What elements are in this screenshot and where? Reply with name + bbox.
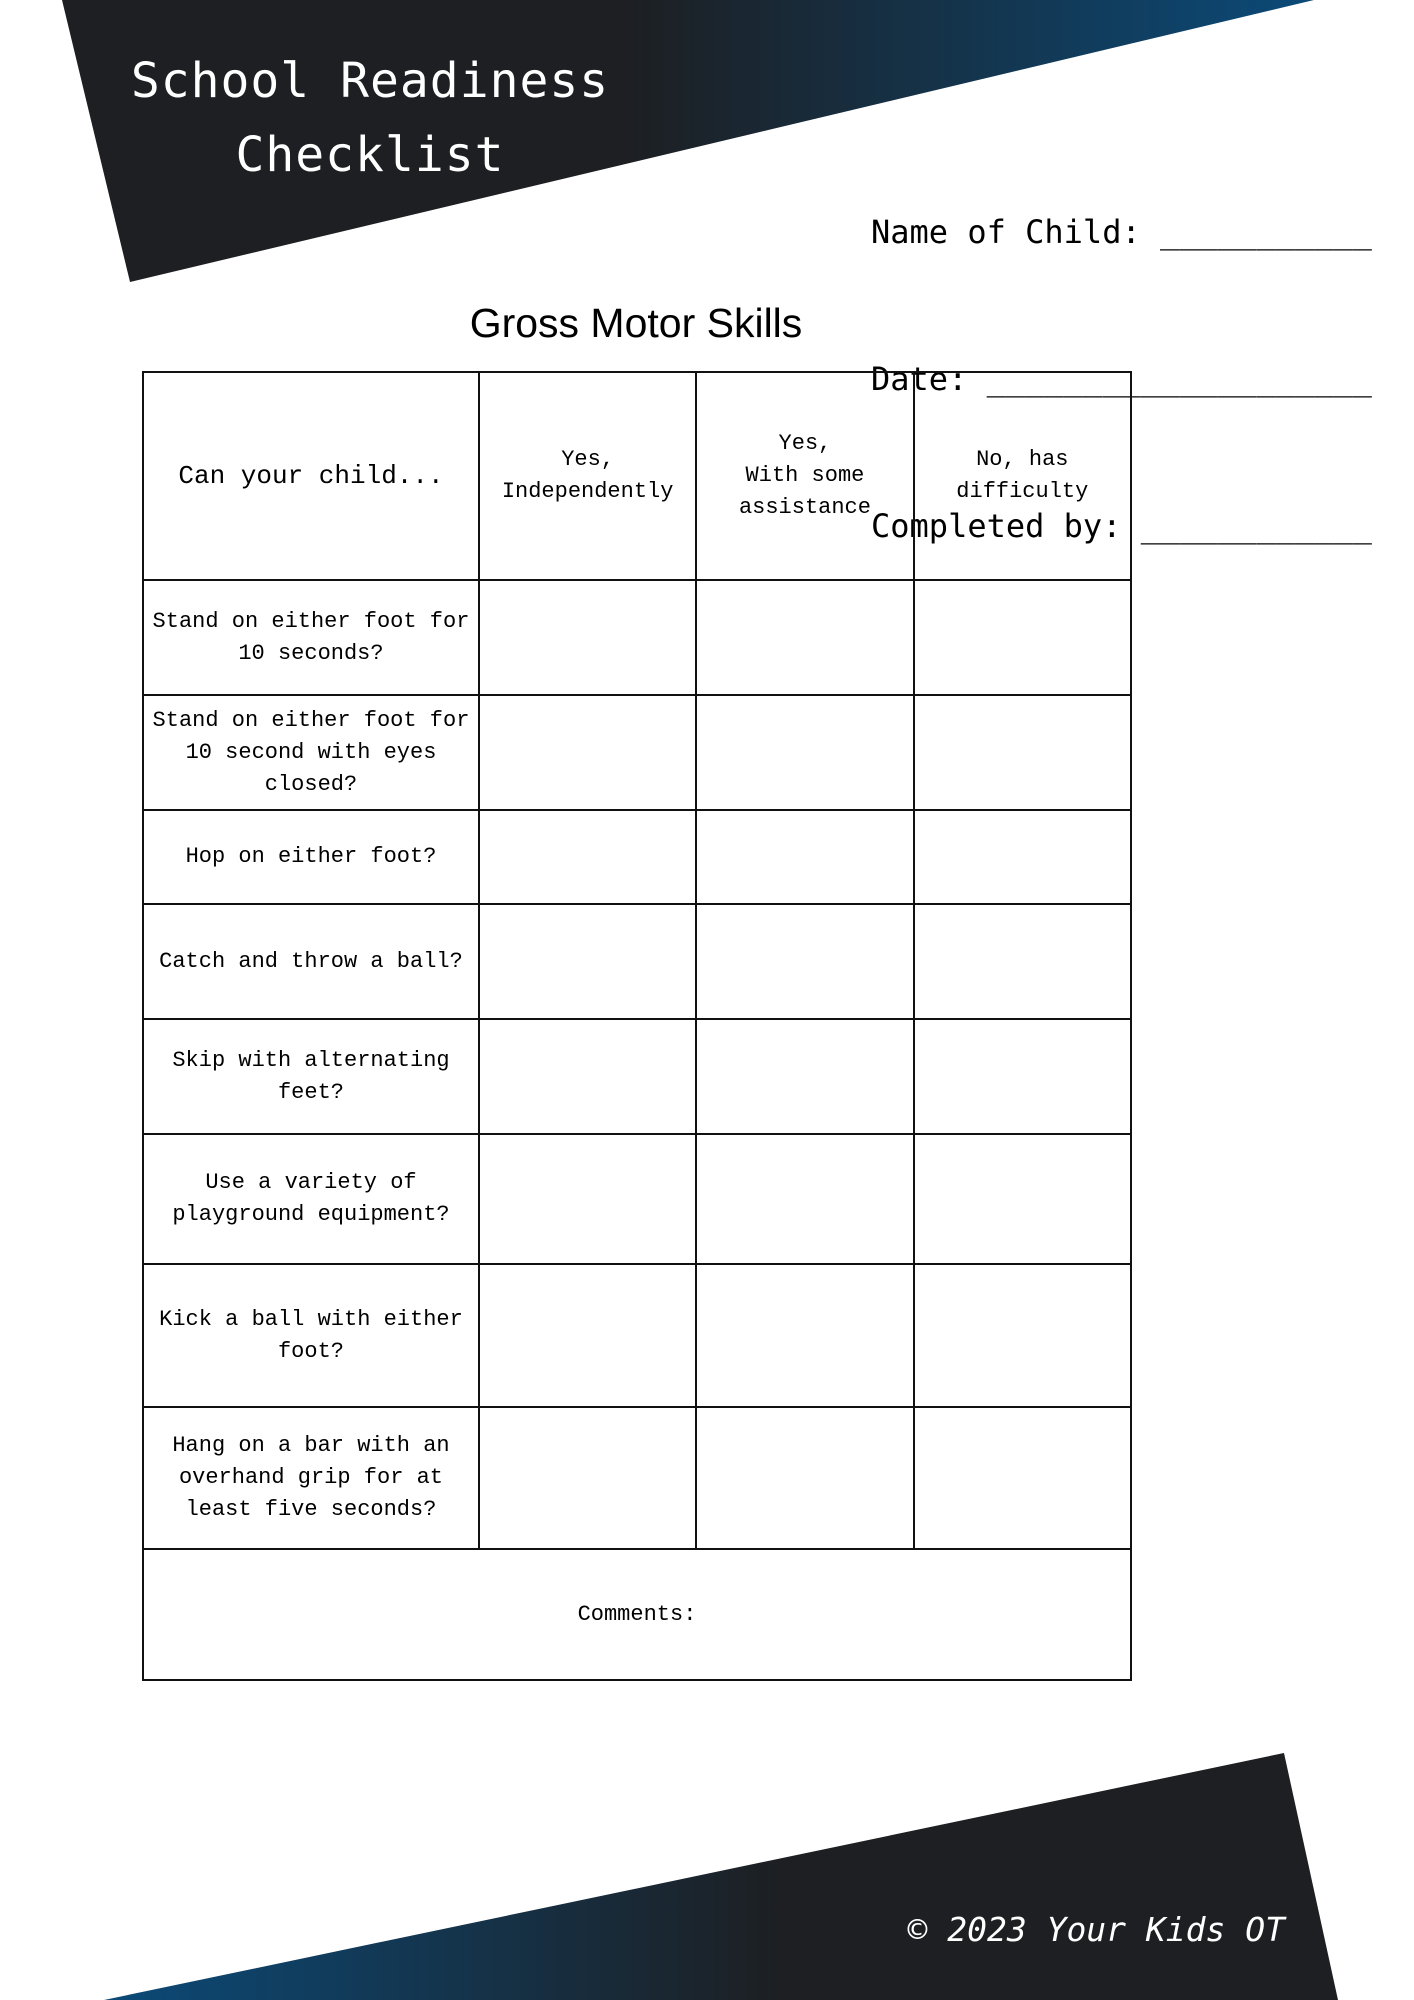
answer-cell-yes-independently[interactable] xyxy=(479,1407,696,1549)
answer-cell-yes-with-assistance[interactable] xyxy=(696,904,913,1019)
header-question: Can your child... xyxy=(143,372,479,580)
answer-cell-yes-independently[interactable] xyxy=(479,695,696,810)
answer-cell-no-has-difficulty[interactable] xyxy=(914,904,1131,1019)
checklist-table xyxy=(142,371,1132,1681)
question-cell: Kick a ball with either foot? xyxy=(143,1264,479,1407)
comments-row xyxy=(143,1549,1131,1680)
page-title-line-2: Checklist xyxy=(235,127,505,183)
table-row xyxy=(143,1019,1131,1134)
child-name-field[interactable]: Name of Child: ___________ xyxy=(871,213,1372,251)
copyright-footer: © 2023 Your Kids OT xyxy=(907,1910,1285,1949)
answer-cell-yes-with-assistance[interactable] xyxy=(696,695,913,810)
question-cell: Catch and throw a ball? xyxy=(143,904,479,1019)
answer-cell-no-has-difficulty[interactable] xyxy=(914,580,1131,695)
answer-cell-yes-independently[interactable] xyxy=(479,1019,696,1134)
completed-by-field[interactable]: Completed by: ____________ xyxy=(871,507,1372,545)
question-cell: Skip with alternating feet? xyxy=(143,1019,479,1134)
answer-cell-no-has-difficulty[interactable] xyxy=(914,810,1131,904)
table-row xyxy=(143,695,1131,810)
answer-cell-no-has-difficulty[interactable] xyxy=(914,1019,1131,1134)
date-field[interactable]: Date: ____________________ xyxy=(871,360,1372,398)
question-cell: Stand on either foot for 10 seconds? xyxy=(143,580,479,695)
question-cell: Stand on either foot for 10 second with eyes closed? xyxy=(143,695,479,810)
answer-cell-no-has-difficulty[interactable] xyxy=(914,1134,1131,1264)
question-cell: Hop on either foot? xyxy=(143,810,479,904)
answer-cell-no-has-difficulty[interactable] xyxy=(914,1264,1131,1407)
question-cell: Use a variety of playground equipment? xyxy=(143,1134,479,1264)
answer-cell-no-has-difficulty[interactable] xyxy=(914,1407,1131,1549)
answer-cell-yes-with-assistance[interactable] xyxy=(696,810,913,904)
answer-cell-yes-with-assistance[interactable] xyxy=(696,1407,913,1549)
table-row xyxy=(143,1134,1131,1264)
section-title: Gross Motor Skills xyxy=(469,300,803,346)
answer-cell-yes-with-assistance[interactable] xyxy=(696,1019,913,1134)
table-header-row xyxy=(143,372,1131,580)
table-row xyxy=(143,1264,1131,1407)
answer-cell-no-has-difficulty[interactable] xyxy=(914,695,1131,810)
header-no-has-difficulty: No, has difficulty xyxy=(914,372,1131,580)
answer-cell-yes-independently[interactable] xyxy=(479,580,696,695)
header-yes-independently: Yes, Independently xyxy=(479,372,696,580)
answer-cell-yes-independently[interactable] xyxy=(479,810,696,904)
table-row xyxy=(143,810,1131,904)
question-cell: Hang on a bar with an overhand grip for at least five seconds? xyxy=(143,1407,479,1549)
table-row xyxy=(143,904,1131,1019)
answer-cell-yes-independently[interactable] xyxy=(479,1134,696,1264)
comments-cell[interactable]: Comments: xyxy=(143,1549,1131,1680)
answer-cell-yes-with-assistance[interactable] xyxy=(696,1134,913,1264)
answer-cell-yes-with-assistance[interactable] xyxy=(696,1264,913,1407)
header-yes-with-assistance: Yes, With some assistance xyxy=(696,372,913,580)
page-title xyxy=(100,44,640,192)
answer-cell-yes-with-assistance[interactable] xyxy=(696,580,913,695)
answer-cell-yes-independently[interactable] xyxy=(479,904,696,1019)
table-row xyxy=(143,1407,1131,1549)
answer-cell-yes-independently[interactable] xyxy=(479,1264,696,1407)
bottom-banner xyxy=(104,1753,1338,2000)
table-row xyxy=(143,580,1131,695)
page-title-line-1: School Readiness xyxy=(130,53,610,109)
